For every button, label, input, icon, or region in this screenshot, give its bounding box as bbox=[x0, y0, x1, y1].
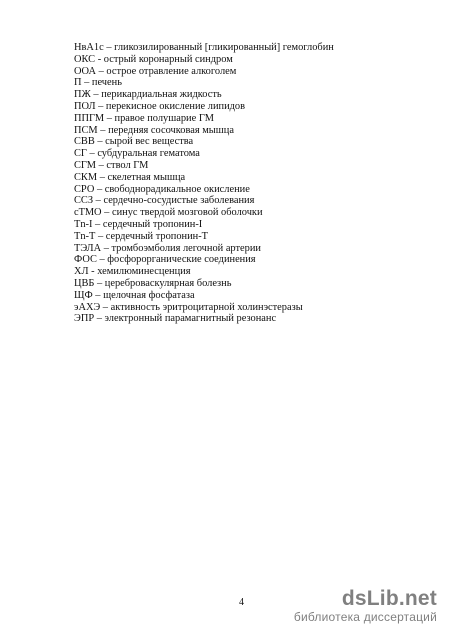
abbreviation-entry: ЦВБ – цереброваскулярная болезнь bbox=[74, 277, 232, 289]
abbreviation-entry: СГ – субдуральная гематома bbox=[74, 148, 200, 160]
abbreviation-entry: ЭПР – электронный парамагнитный резонанс bbox=[74, 313, 277, 325]
abbreviation-entry: ФОС – фосфорорганические соединения bbox=[74, 254, 256, 266]
abbreviation-entry: ППГМ – правое полушарие ГМ bbox=[74, 112, 214, 124]
abbreviation-entry: Тn-Т – сердечный тропонин-Т bbox=[74, 230, 209, 242]
watermark-brand: dsLib.net bbox=[341, 587, 437, 610]
dslib-watermark bbox=[267, 588, 437, 624]
page-number: 4 bbox=[239, 597, 244, 608]
abbreviation-entry: ООА – острое отравление алкоголем bbox=[74, 65, 237, 77]
abbreviation-entry: HвA1c – гликозилированный [гликированный] гемоглобин bbox=[74, 42, 334, 53]
abbreviation-entry: П – печень bbox=[74, 77, 122, 89]
abbreviation-entry: ОКС - острый коронарный синдром bbox=[74, 53, 233, 65]
abbreviation-entry: ПЖ – перикардиальная жидкость bbox=[74, 89, 222, 101]
abbreviation-entry: ТЭЛА – тромбоэмболия легочной артерии bbox=[74, 242, 261, 254]
abbreviation-entry: СГМ – ствол ГМ bbox=[74, 159, 149, 171]
watermark-tagline: библиотека диссертаций bbox=[293, 610, 437, 624]
abbreviation-entry: СВВ – сырой вес вещества bbox=[74, 136, 194, 148]
abbreviation-entry: эАХЭ – активность эритроцитарной холинэстеразы bbox=[74, 301, 303, 313]
abbreviation-entry: ЩФ – щелочная фосфатаза bbox=[74, 289, 195, 301]
abbreviation-entry: ССЗ – сердечно-сосудистые заболевания bbox=[74, 195, 255, 207]
abbreviation-entry: ПОЛ – перекисное окисление липидов bbox=[74, 100, 246, 112]
abbreviation-entry: СРО – свободнорадикальное окисление bbox=[74, 183, 250, 195]
abbreviation-entry: сТМО – синус твердой мозговой оболочки bbox=[74, 207, 263, 219]
abbreviation-entry: Тn-I – сердечный тропонин-I bbox=[74, 218, 203, 230]
abbreviation-entry: ПСМ – передняя сосочковая мышца bbox=[74, 124, 234, 136]
abbreviation-entry: ХЛ - хемилюминесценция bbox=[74, 266, 191, 278]
abbreviation-list bbox=[74, 42, 404, 325]
abbreviation-entry: СКМ – скелетная мышца bbox=[74, 171, 186, 183]
